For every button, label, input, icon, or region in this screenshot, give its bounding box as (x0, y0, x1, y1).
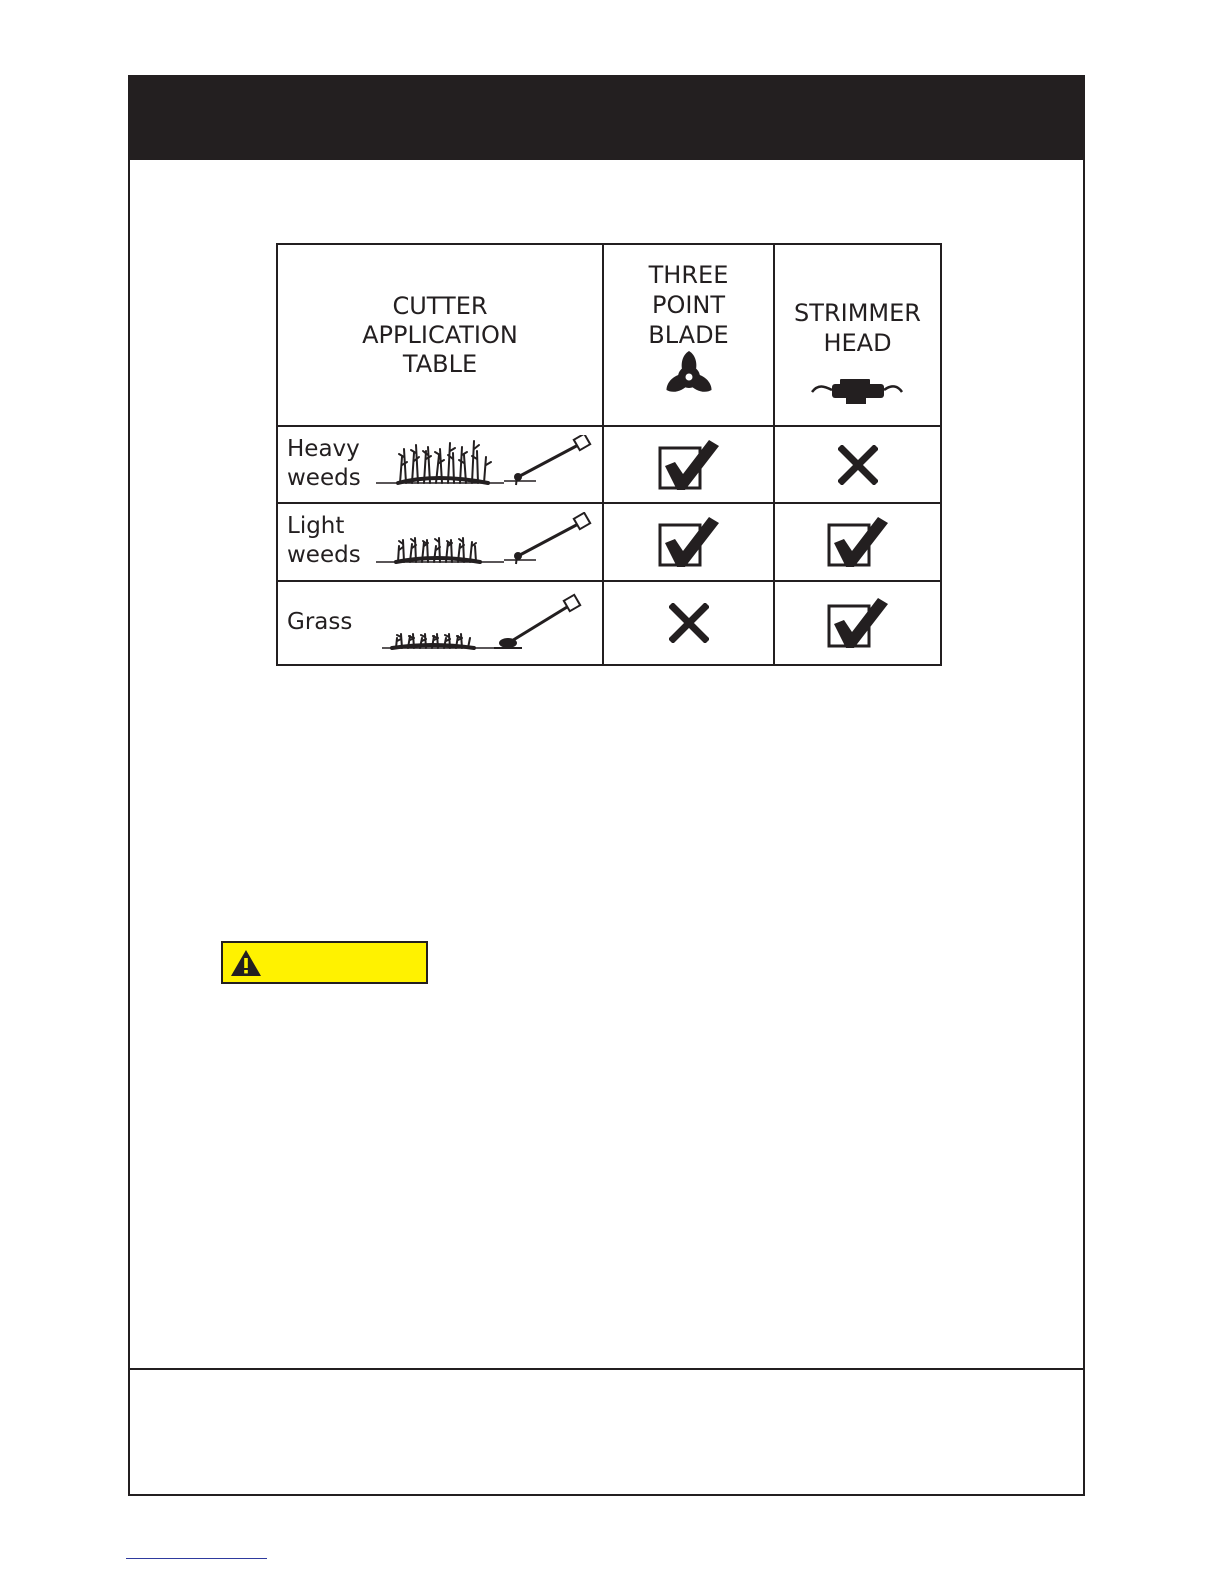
strimmer-head-icon (810, 374, 906, 408)
column-header-line: POINT (651, 291, 726, 319)
check-mark-icon (657, 438, 721, 492)
table-row (277, 503, 941, 581)
row-label-grass (277, 581, 603, 665)
row-label-line: Light (287, 513, 345, 539)
row-label-line: weeds (287, 465, 361, 491)
table-title-line: CUTTER (392, 291, 488, 320)
table-title-line: TABLE (402, 349, 478, 378)
cell-grass-strimmer-head (774, 581, 941, 665)
warning-badge (221, 941, 428, 984)
column-header-line: BLADE (648, 321, 729, 349)
check-mark-icon (826, 515, 890, 569)
three-point-blade-icon (657, 350, 721, 404)
cell-heavy-weeds-three-point-blade (603, 426, 774, 503)
cell-heavy-weeds-strimmer-head (774, 426, 941, 503)
light-weeds-illustration (376, 512, 596, 570)
row-label-line: Grass (287, 609, 353, 635)
column-header-line: HEAD (823, 329, 892, 357)
grass-illustration (376, 590, 596, 654)
column-header-three-point-blade (603, 244, 774, 426)
cell-light-weeds-three-point-blade (603, 503, 774, 581)
table-header-row (277, 244, 941, 426)
table-row (277, 581, 941, 665)
heavy-weeds-illustration (376, 435, 596, 493)
column-header-strimmer-head (774, 244, 941, 426)
cell-light-weeds-strimmer-head (774, 503, 941, 581)
warning-triangle-icon (230, 949, 262, 977)
footer-divider (130, 1368, 1083, 1370)
cross-mark-icon (669, 603, 709, 643)
check-mark-icon (826, 596, 890, 650)
check-mark-icon (657, 515, 721, 569)
row-label-light-weeds (277, 503, 603, 581)
cutter-application-table (276, 243, 942, 666)
table-title-line: APPLICATION (362, 320, 518, 349)
column-header-line: STRIMMER (794, 299, 921, 327)
cross-mark-icon (838, 445, 878, 485)
row-label-heavy-weeds (277, 426, 603, 503)
header-bar (130, 77, 1083, 160)
cell-grass-three-point-blade (603, 581, 774, 665)
footer-link-underline (126, 1558, 267, 1559)
row-label-line: Heavy (287, 436, 360, 462)
table-title (277, 244, 603, 426)
table-row (277, 426, 941, 503)
column-header-line: THREE (648, 261, 729, 289)
row-label-line: weeds (287, 542, 361, 568)
